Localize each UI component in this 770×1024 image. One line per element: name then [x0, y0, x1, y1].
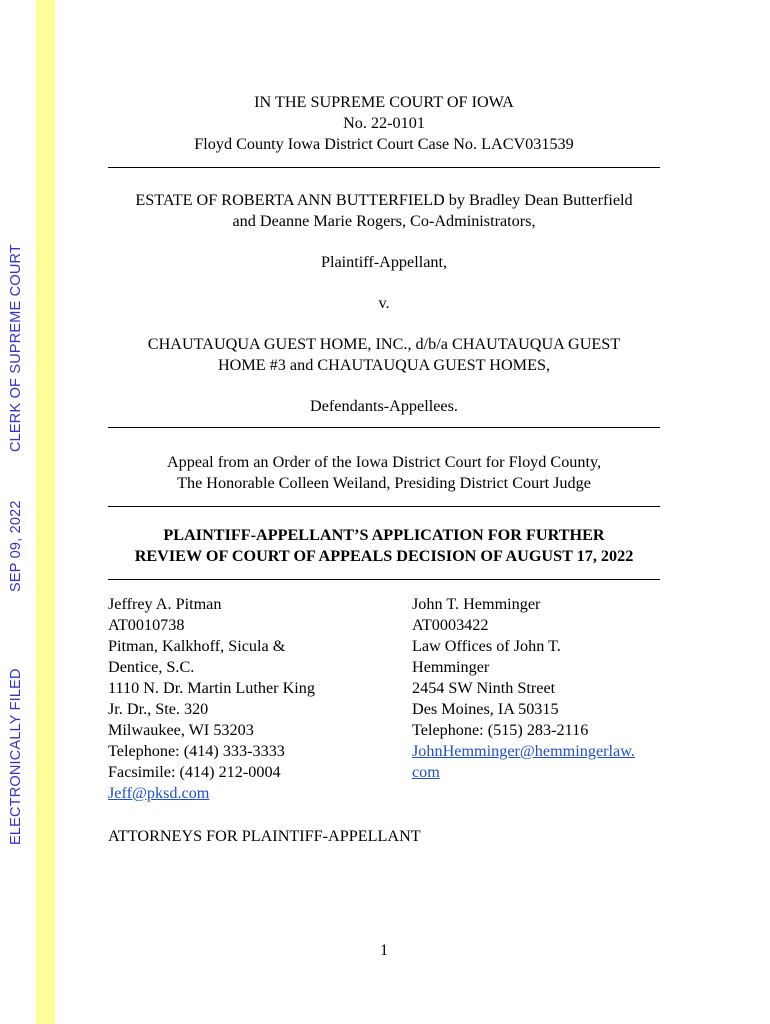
filing-stamp-stripe [36, 0, 55, 1024]
title-line2: REVIEW OF COURT OF APPEALS DECISION OF AUGUST 17, 2022 [134, 547, 634, 565]
plaintiff-block [108, 190, 660, 417]
court-heading [108, 92, 660, 155]
attorney-left-addr2: Jr. Dr., Ste. 320 [108, 700, 209, 718]
attorney-right-city: Des Moines, IA 50315 [412, 700, 559, 718]
attorney-left-addr1: 1110 N. Dr. Martin Luther King [108, 679, 315, 697]
title-line1: PLAINTIFF-APPELLANT’S APPLICATION FOR FURTHER [163, 526, 605, 544]
attorney-left-bar: AT0010738 [108, 616, 185, 634]
attorney-left-name: Jeffrey A. Pitman [108, 595, 222, 613]
attorney-right-phone: Telephone: (515) 283-2116 [412, 721, 589, 739]
docket-number: No. 22-0101 [343, 114, 425, 132]
attorneys-for-label: ATTORNEYS FOR PLAINTIFF-APPELLANT [108, 827, 421, 845]
attorney-columns [108, 594, 660, 804]
attorney-left [108, 594, 368, 804]
attorney-right-email-link-part1[interactable]: JohnHemminger@hemmingerlaw. [412, 742, 635, 760]
appeal-block [108, 452, 660, 494]
stamp-clerk-text: CLERK OF SUPREME COURT [8, 244, 24, 452]
document-title [108, 525, 660, 567]
attorney-right-firm1: Law Offices of John T. [412, 637, 561, 655]
attorney-right-email-link-part2[interactable]: com [412, 763, 440, 781]
plaintiff-name-line1: ESTATE OF ROBERTA ANN BUTTERFIELD by Bradley Dean Butterfield [135, 191, 633, 209]
attorney-left-email-link[interactable]: Jeff@pksd.com [108, 784, 210, 802]
defendant-name-line2: HOME #3 and CHAUTAUQUA GUEST HOMES, [217, 356, 551, 374]
attorney-left-fax: Facsimile: (414) 212-0004 [108, 763, 281, 781]
attorney-right-addr1: 2454 SW Ninth Street [412, 679, 556, 697]
stamp-filed-text: ELECTRONICALLY FILED [8, 668, 24, 845]
district-case-number: Floyd County Iowa District Court Case No. LACV031539 [194, 135, 574, 153]
attorney-right-firm2: Hemminger [412, 658, 490, 676]
plaintiff-name-line2: and Deanne Marie Rogers, Co-Administrators, [232, 212, 536, 230]
defendant-role: Defendants-Appellees. [310, 397, 458, 415]
filing-stamp [8, 0, 28, 1024]
stamp-date-text: SEP 09, 2022 [8, 500, 24, 592]
versus-text: v. [378, 294, 390, 312]
page-number: 1 [379, 941, 389, 959]
attorney-left-phone: Telephone: (414) 333-3333 [108, 742, 285, 760]
attorney-right [412, 594, 660, 804]
appeal-line2: The Honorable Colleen Weiland, Presiding District Court Judge [177, 474, 591, 492]
defendant-name-line1: CHAUTAUQUA GUEST HOME, INC., d/b/a CHAUTAUQUA GUEST [147, 335, 621, 353]
attorney-right-name: John T. Hemminger [412, 595, 541, 613]
appeal-line1: Appeal from an Order of the Iowa District Court for Floyd County, [166, 453, 602, 471]
plaintiff-role: Plaintiff-Appellant, [320, 253, 448, 271]
attorney-left-city: Milwaukee, WI 53203 [108, 721, 254, 739]
attorney-left-firm2: Dentice, S.C. [108, 658, 195, 676]
attorney-left-firm1: Pitman, Kalkhoff, Sicula & [108, 637, 286, 655]
court-name: IN THE SUPREME COURT OF IOWA [254, 93, 514, 111]
document-page [108, 92, 660, 959]
attorney-right-bar: AT0003422 [412, 616, 489, 634]
